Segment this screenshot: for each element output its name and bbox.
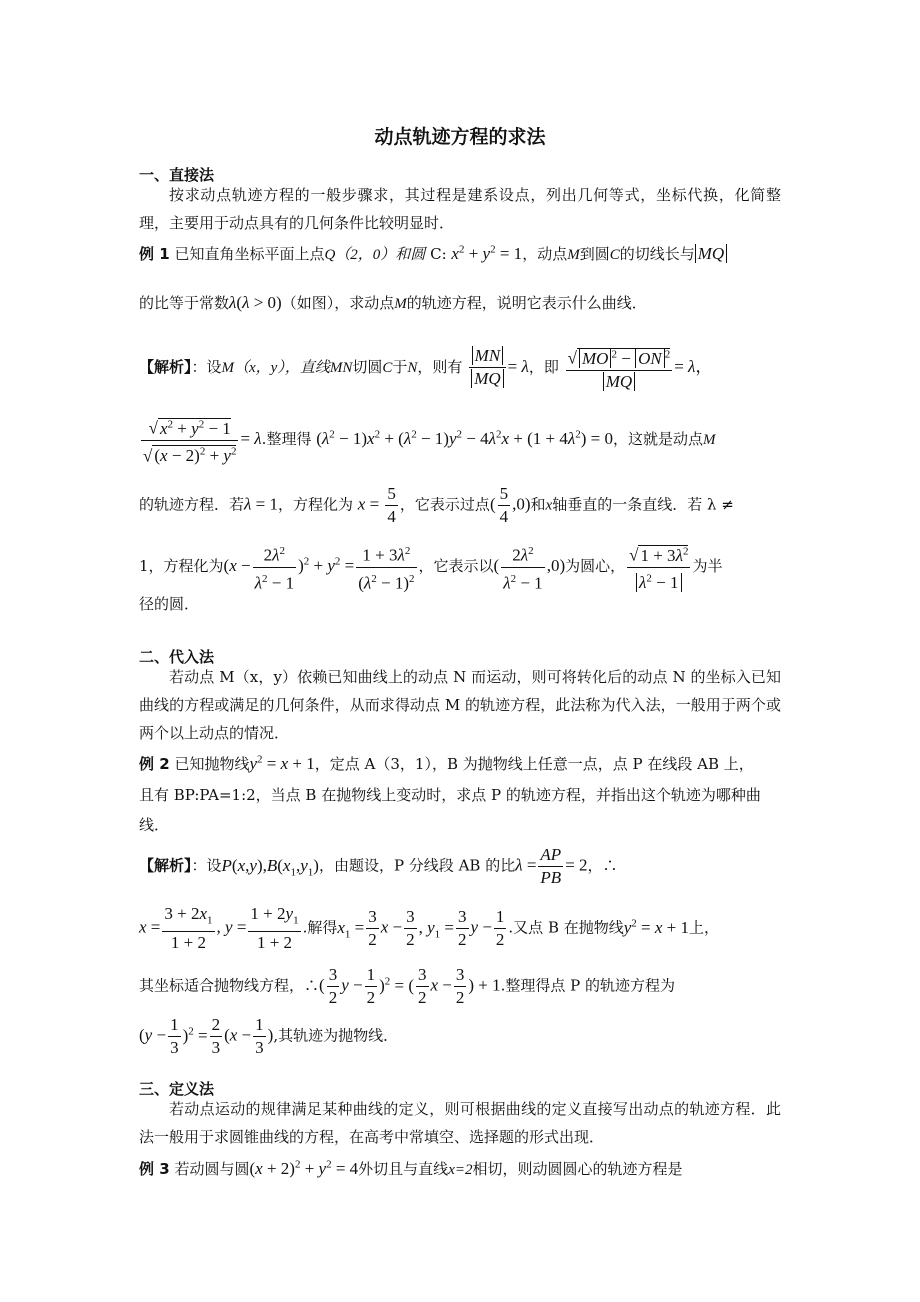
- example-2-line-1: 例 2 已知抛物线$y^2 = x + 1$，定点 A（3，1），B 为抛物线上任意一点，点 P 在线段 AB 上，: [139, 753, 754, 773]
- section-1-heading: 一、直接法: [139, 166, 215, 184]
- section-2-heading: 二、代入法: [139, 648, 215, 666]
- example-3-line-1: 例 3 若动圆与圆$(x + 2)^2 + y^2 = 4$外切且与直线x=2相切，则动圆圆心的轨迹方程是: [139, 1158, 683, 1178]
- solution-2-line-3: 其坐标适合抛物线方程，∴( $\frac{3}{2}$ y − $\frac{1}{2}$ )$^2$ = ( $\frac{3}{2}$ x − $\frac{3}{2}$ ) + 1.整理得点 P 的轨迹方程为: [139, 965, 676, 1007]
- solution-1-line-1: 【解析】：设M（x，y），直线MN切圆C于N，则有 $\frac{MN}{MQ}$ = λ，即 $\frac{√ MO ^2 - ON ^2}{MQ}$ = λ，: [139, 343, 712, 393]
- solution-2-line-4: (y − $\frac{1}{3}$ )$^2$ = $\frac{2}{3}$ (x − $\frac{1}{3}$ ),其轨迹为抛物线．: [139, 1015, 399, 1057]
- example-2-label: 例 2: [139, 755, 170, 773]
- circle-equation: $x^2 + y^2 = 1$: [451, 243, 523, 263]
- solution-2-line-2: x = $\frac{3 + 2x_1}{1 + 2}$ , y = $\frac{1 + 2y_1}{1 + 2}$ .解得$x_1$ = $\frac{3}{2}$ x − $\frac{3}{2}$ , $y_1$ = $\frac{3}{2}$ y − $\frac{1}{2}$ .又点 B 在抛物线$y^2 = x + 1$上，: [139, 904, 720, 953]
- lambda-condition: λ(λ > 0): [229, 293, 282, 312]
- section-3-intro: 若动点运动的规律满足某种曲线的定义，则可根据曲线的定义直接写出动点的轨迹方程．此法一般用于求圆锥曲线的方程，在高考中常填空、选择题的形式出现．: [139, 1100, 781, 1146]
- example-2-line-2: 且有 BP:PA=1:2，当点 B 在抛物线上变动时，求点 P 的轨迹方程，并指出这个轨迹为哪种曲: [139, 786, 761, 804]
- example-3-label: 例 3: [139, 1160, 170, 1178]
- section-3-heading: 三、定义法: [139, 1080, 215, 1098]
- example-1-line-1: 例 1 已知直角坐标平面上点Q（2，0）和圆 C: $x^2 + y^2 = 1$，动点M到圆C的切线长与 MQ: [139, 243, 727, 264]
- trajectory-equation-1: $(\lambda^2 - 1)x^2 + (\lambda^2 - 1)y^2 - 4\lambda^2x + (1 + 4\lambda^2) = 0$: [316, 428, 613, 449]
- section-2-intro: 若动点 M（x，y）依赖已知曲线上的动点 N 而运动，则可将转化后的动点 N 的坐标入已知曲线的方程或满足的几何条件，从而求得动点 M 的轨迹方程，此法称为代入法，一般用于两个或两个以上动点的情况．: [139, 668, 781, 742]
- solution-1-line-5: 径的圆．: [139, 595, 200, 613]
- ratio-mn-mq: $\frac{MN}{MQ}$: [469, 345, 505, 390]
- radius: $\frac{√ 1 + 3\lambda^2}{\lambda^2 - 1}$: [627, 540, 690, 594]
- solution-1-line-2: $\frac{√ x^2 + y^2 - 1}{√ (x - 2)^2 + y^2}$ = λ.整理得 $(\lambda^2 - 1)x^2 + (\lambda^2 - 1)y^2 - 4\lambda^2x + (1 + 4\lambda^2) = 0$，这就是动点M: [139, 413, 716, 467]
- x-five-quarters: $\frac{5}{4}$: [387, 484, 396, 526]
- ratio-sqrt: $\frac{√ MO ^2 - ON ^2}{MQ}$: [566, 343, 673, 393]
- solution-1-line-3: 的轨迹方程．若λ = 1，方程化为 x = $\frac{5}{4}$ ，它表示过点( $\frac{5}{4}$ ,0)和x轴垂直的一条直线．若 λ ≠: [139, 484, 734, 526]
- solution-2-label: 【解析】: [139, 856, 192, 875]
- solution-1-line-4: 1，方程化为(x − $\frac{2\lambda^2}{\lambda^2 - 1}$ )$^2 + y^2$ = $\frac{1 + 3\lambda^2}{(\lambda^2 - 1)^2}$ ，它表示以( $\frac{2\lambda^2}{\lambda^2 - 1}$ ,0)为圆心， $\frac{√ 1 + 3\lambda^2}{\lambda^2 - 1}$ 为半: [139, 540, 722, 594]
- ratio-xy: $\frac{√ x^2 + y^2 - 1}{√ (x - 2)^2 + y^2}$: [141, 413, 238, 467]
- page-title: 动点轨迹方程的求法: [374, 126, 546, 148]
- solution-1-label: 【解析】: [139, 357, 192, 376]
- example-1-label: 例 1: [139, 245, 170, 263]
- section-1-intro: 按求动点轨迹方程的一般步骤求，其过程是建系设点，列出几何等式，坐标代换，化简整理，主要用于动点具有的几何条件比较明显时．: [139, 186, 781, 232]
- example-1-text-a: 已知直角坐标平面上点: [174, 245, 325, 263]
- example-2-line-3: 线．: [139, 816, 170, 834]
- circle-c: C:: [430, 245, 447, 263]
- point-q: Q（2，0）和圆: [324, 247, 426, 263]
- solution-2-line-1: 【解析】：设$P(x,y),B(x_1,y_1)$，由题设，P 分线段 AB 的比λ = $\frac{AP}{PB}$ = 2，∴: [139, 845, 618, 887]
- example-1-line-2: 的比等于常数λ(λ > 0)（如图），求动点M的轨迹方程，说明它表示什么曲线．: [139, 293, 647, 312]
- mq-abs: MQ: [695, 244, 727, 263]
